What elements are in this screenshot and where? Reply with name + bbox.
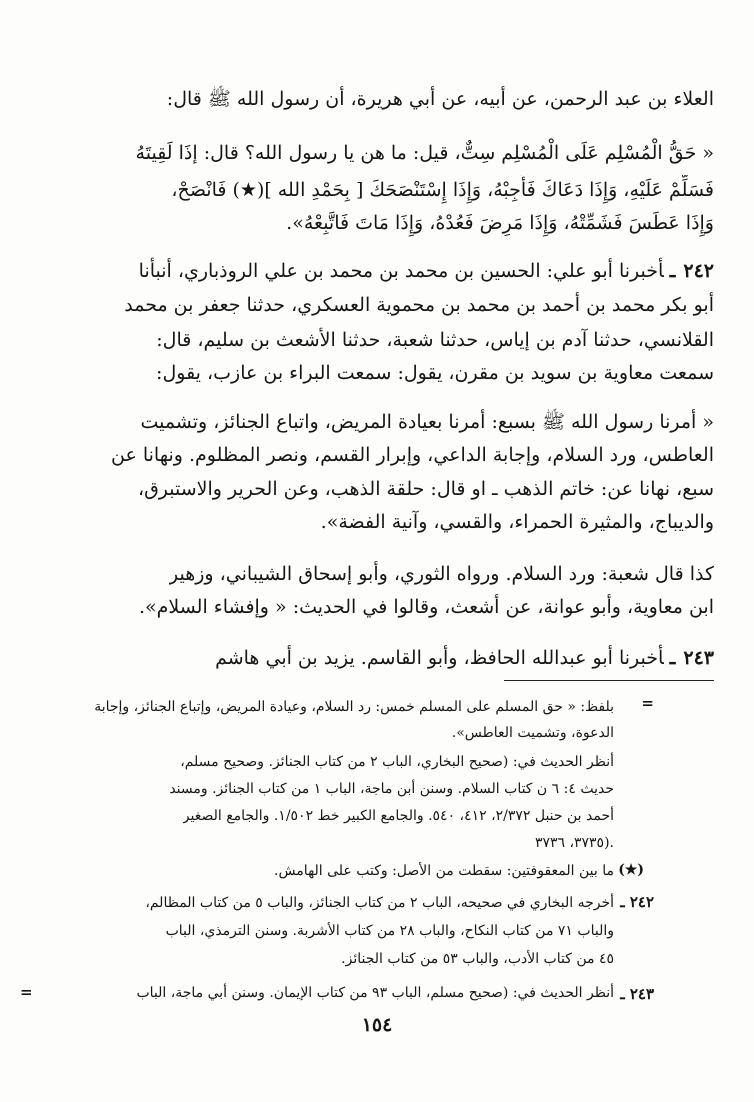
text-line: أبو بكر محمد بن أحمد بن محمد بن محموية العسكري، حدثنا جعفر بن محمد	[124, 294, 714, 316]
footnote-star-label: (★)	[618, 862, 644, 878]
hadith-242-first-line	[139, 256, 714, 288]
footnote-line: حديث ٤: ٦ ن كتاب السلام. وسنن أبن ماجة، الباب ١ من كتاب الجنائز. ومسند	[169, 781, 614, 797]
footnote-line: الدعوة، وتشميت العاطس».	[451, 725, 614, 741]
footnote-line: أنظر الحديث في: (صحيح مسلم، الباب ٩٣ من كتاب الإيمان. وسنن أبي ماجة، الباب	[136, 985, 614, 1001]
text-line: أخبرنا أبو عبدالله الحافظ، وأبو القاسم. يزيد بن أبي هاشم	[215, 647, 664, 669]
text-line: أخبرنا أبو علي: الحسين بن محمد بن محمد بن علي الروذباري، أنبأنا	[138, 260, 664, 282]
number-dash: ـ	[669, 647, 676, 669]
hadith-line: « حَقُّ الْمُسْلِم عَلَى الْمُسْلِم سِتٌّ، قيل: ما هن يا رسول الله؟ قال: إذَا لَقِيتَهُ	[135, 142, 714, 164]
text-line: ابن معاوية، وأبو عوانة، عن أشعث، وقالوا في الحديث: « وإفشاء السلام».	[138, 596, 714, 618]
hadith-line: « أمرنا رسول الله ﷺ بسبع: أمرنا بعيادة المريض، واتباع الجنائز، وتشميت	[140, 411, 714, 433]
footnote-line: أحمد بن حنبل ٢/٣٧٢، ٤١٢، ٥٤٠. والجامع الكبير خط ١/٥٠٢. والجامع الصغير	[182, 808, 614, 824]
page-number: ١٥٤	[361, 1014, 393, 1036]
hadith-number: ٢٤٢	[683, 260, 714, 282]
hadith-line: وَإِذَا عَطَسَ فَشَمِّتْهُ، وَإِذَا مَرِضَ فَعُدْهُ، وَإِذَا مَاتَ فَاتَّبِعْهُ».	[286, 212, 714, 234]
footnote-line: بلفظ: « حق المسلم على المسلم خمس: رد السلام، وعيادة المريض، وإتباع الجنائز، وإجابة	[94, 699, 614, 715]
text-line: كذا قال شعبة: ورد السلام. ورواه الثوري، وأبو إسحاق الشيباني، وزهير	[169, 563, 714, 585]
footnote-star-text: ما بين المعقوفتين: سقطت من الأصل: وكتب على الهامش.	[274, 863, 614, 879]
footnote-line: ٣٧٣٥، ٣٧٣٦).	[534, 835, 614, 851]
hadith-line: سبع، نهانا عن: خاتم الذهب ـ او قال: حلقة الذهب، وعن الحرير والاستبرق،	[137, 478, 714, 500]
footnote-242-label: ٢٤٢ ـ	[620, 893, 654, 911]
text-line: العلاء بن عبد الرحمن، عن أبيه، عن أبي هريرة، أن رسول الله ﷺ قال:	[166, 88, 714, 110]
footnote-line: أنظر الحديث في: (صحيح البخاري، الباب ٢ من كتاب الجنائز. وصحيح مسلم،	[180, 754, 614, 770]
footnote-line: والباب ٧١ من كتاب النكاح، والباب ٢٨ من كتاب الأشربة. وسنن الترمذي، الباب	[165, 923, 614, 939]
hadith-line: والديباج، والمثيرة الحمراء، والقسي، وآنية الفضة».	[320, 511, 714, 533]
hadith-line: العاطس، ورد السلام، وإجابة الداعي، وإبرار القسم، ونصر المظلوم. ونهانا عن	[111, 444, 714, 466]
footnote-continuation-marker: =	[641, 694, 654, 712]
hadith-line: فَسَلِّمْ عَلَيْهِ، وَإِذَا دَعَاكَ فَأَجِبْهُ، وَإِذَا إِسْتَنْصَحَكَ [ بِحَمْدِ الله ](★) فَانْصَحْ،	[171, 179, 714, 201]
footnote-continuation-marker: =	[20, 983, 33, 1001]
hadith-number: ٢٤٣	[683, 647, 714, 669]
footnote-separator	[504, 680, 714, 681]
text-line: سمعت معاوية بن سويد بن مقرن، يقول: سمعت البراء بن عازب، يقول:	[156, 362, 714, 384]
footnote-line: ٤٥ من كتاب الأدب، والباب ٥٣ من كتاب الجنائز.	[341, 951, 614, 967]
footnote-line: أخرجه البخاري في صحيحه، الباب ٢ من كتاب الجنائز، والباب ٥ من كتاب المظالم،	[145, 895, 614, 911]
text-line: القلانسي، حدثنا آدم بن إياس، حدثنا شعبة، حدثنا الأشعث بن سليم، قال:	[156, 329, 714, 351]
hadith-243-first-line	[215, 643, 714, 675]
number-dash: ـ	[669, 260, 676, 282]
footnote-243-label: ٢٤٣ ـ	[620, 985, 654, 1003]
